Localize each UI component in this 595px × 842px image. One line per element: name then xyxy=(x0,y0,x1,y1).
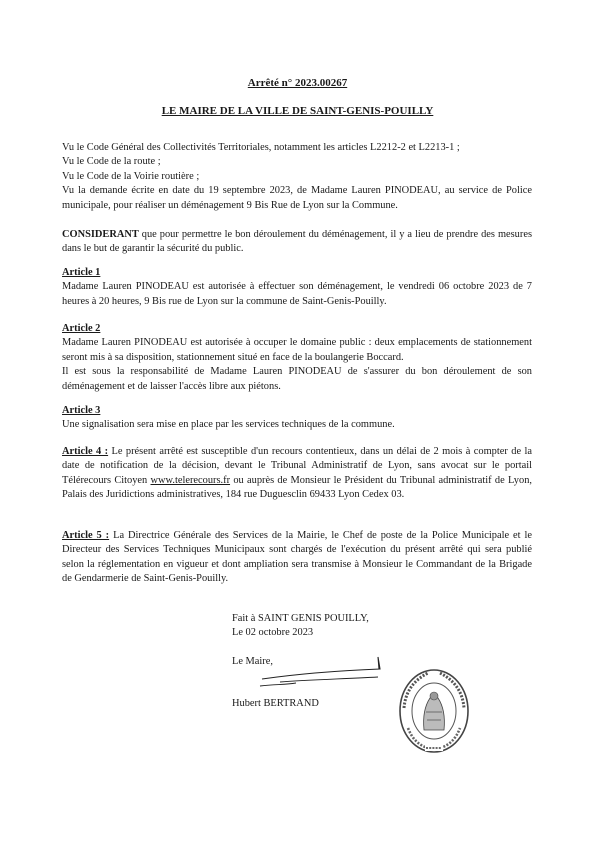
article-paragraph: Une signalisation sera mise en place par les services techniques de la commune. xyxy=(62,419,395,431)
article-heading: Article 5 : xyxy=(62,530,110,541)
article-heading: Article 2 xyxy=(62,323,101,334)
article-2 xyxy=(62,322,532,394)
visa-line: Vu le Code de la route ; xyxy=(62,156,161,168)
article-4-text-end: ou auprès de Monsieur le Président du Tribunal administratif de Lyon, Palais des Juridictions administratives, 184 rue Duguesclin 69433 Lyon Cedex 03. xyxy=(62,474,532,501)
authority-title: LE MAIRE DE LA VILLE DE SAINT-GENIS-POUILLY xyxy=(161,105,434,117)
handwritten-signature xyxy=(250,655,390,695)
visa-line: Vu le Code Général des Collectivités Territoriales, notamment les articles L2212-2 et L2213-1 ; xyxy=(62,142,460,153)
visa-line: Vu la demande écrite en date du 19 septembre 2023, de Madame Lauren PINODEAU, au service de Police municipale, pour réaliser un déménagement 9 Bis Rue de Lyon sur la Commune. xyxy=(62,185,532,211)
telerecours-link[interactable]: www.telerecours.fr xyxy=(150,474,231,486)
signature-date: Le 02 octobre 2023 xyxy=(232,627,314,639)
article-4 xyxy=(62,445,532,503)
visas-block xyxy=(62,141,532,213)
article-5 xyxy=(62,529,532,587)
considerant-label: CONSIDERANT xyxy=(62,229,139,240)
mairie-stamp xyxy=(398,668,470,754)
signature-place-date xyxy=(232,612,369,641)
signature-role: Le Maire, xyxy=(232,656,273,667)
article-heading: Article 1 xyxy=(62,267,101,278)
visa-line: Vu le Code de la Voirie routière ; xyxy=(62,170,200,182)
article-4-text: Le présent arrêté est susceptible d'un recours contentieux, dans un délai de 2 mois à compter de la date de notification de la décision, devant le Tribunal Administratif de Lyon, sans avocat sur le portail Télérecours Citoyen xyxy=(62,446,532,486)
article-paragraph: Il est sous la responsabilité de Madame Lauren PINODEAU de s'assurer du bon déroulement de son déménagement et de laisser l'accès libre aux piétons. xyxy=(62,366,532,392)
article-3 xyxy=(62,404,532,433)
article-1 xyxy=(62,266,532,309)
signature-place: Fait à SAINT GENIS POUILLY, xyxy=(232,613,369,624)
considerant-block xyxy=(62,228,532,257)
article-5-text: La Directrice Générale des Services de la Mairie, le Chef de poste de la Police Municipale et le Directeur des Services Techniques Municipaux sont chargés de l'exécution du présent arrêté qui sera publié selon la réglementation en vigueur et dont ampliation sera transmise à Monsieur le Commandant de la Brigade de Gendarmerie de Saint-Genis-Pouilly. xyxy=(62,530,532,585)
article-paragraph: Madame Lauren PINODEAU est autorisée à occuper le domaine public : deux emplacements de stationnement seront mis à sa disposition, stationnement situé en face de la boulangerie Boccard. xyxy=(62,337,532,363)
considerant-text: que pour permettre le bon déroulement du déménagement, il y a lieu de prendre des mesures dans le but de garantir la sécurité du public. xyxy=(62,229,532,255)
article-heading: Article 4 : xyxy=(62,446,109,457)
arrete-number: Arrêté n° 2023.00267 xyxy=(247,77,348,89)
article-heading: Article 3 xyxy=(62,405,101,416)
article-paragraph: Madame Lauren PINODEAU est autorisée à effectuer son déménagement, le vendredi 06 octobre 2023 de 7 heures à 20 heures, 9 Bis rue de Lyon sur la commune de Saint-Genis-Pouilly. xyxy=(62,281,532,307)
signature-name: Hubert BERTRAND xyxy=(232,698,319,709)
